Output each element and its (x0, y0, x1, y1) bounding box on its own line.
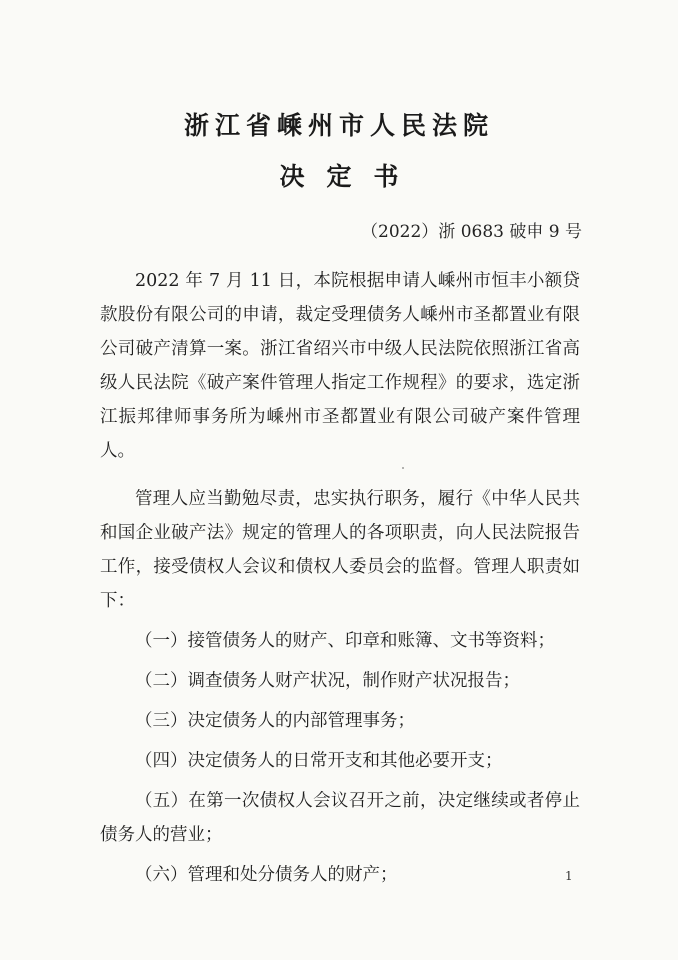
duty-item: （三）决定债务人的内部管理事务； (135, 711, 415, 731)
paragraph-duties-intro: 管理人应当勤勉尽责，忠实执行职务，履行《中华人民共和国企业破产法》规定的管理人的各项职责，向人民法院报告工作，接受债权人会议和债权人委员会的监督。管理人职责如下： (100, 489, 580, 611)
paragraph-acceptance: 2022 年 7 月 11 日，本院根据申请人嵊州市恒丰小额贷款股份有限公司的申请，裁定受理债务人嵊州市圣都置业有限公司破产清算一案。浙江省绍兴市中级人民法院依照浙江省高级人民法院《破产案件管理人指定工作规程》的要求，选定浙江振邦律师事务所为嵊州市圣都置业有限公司破产案件管理人。 (100, 271, 580, 461)
case-number: （2022）浙 0683 破申 9 号 (361, 222, 582, 242)
duty-item: （四）决定债务人的日常开支和其他必要开支； (135, 751, 503, 771)
duty-item: （六）管理和处分债务人的财产； (135, 865, 398, 885)
page-number: 1 (565, 869, 573, 883)
document-body (100, 264, 580, 892)
document-type-heading: 决定书 (279, 162, 421, 191)
court-name-heading: 浙江省嵊州市人民法院 (183, 111, 494, 140)
duty-item: （一）接管债务人的财产、印章和账簿、文书等资料； (135, 631, 555, 651)
scan-speck (402, 467, 404, 469)
duty-item: （五）在第一次债权人会议召开之前，决定继续或者停止债务人的营业； (100, 791, 580, 845)
duty-item: （二）调查债务人财产状况，制作财产状况报告； (135, 671, 520, 691)
